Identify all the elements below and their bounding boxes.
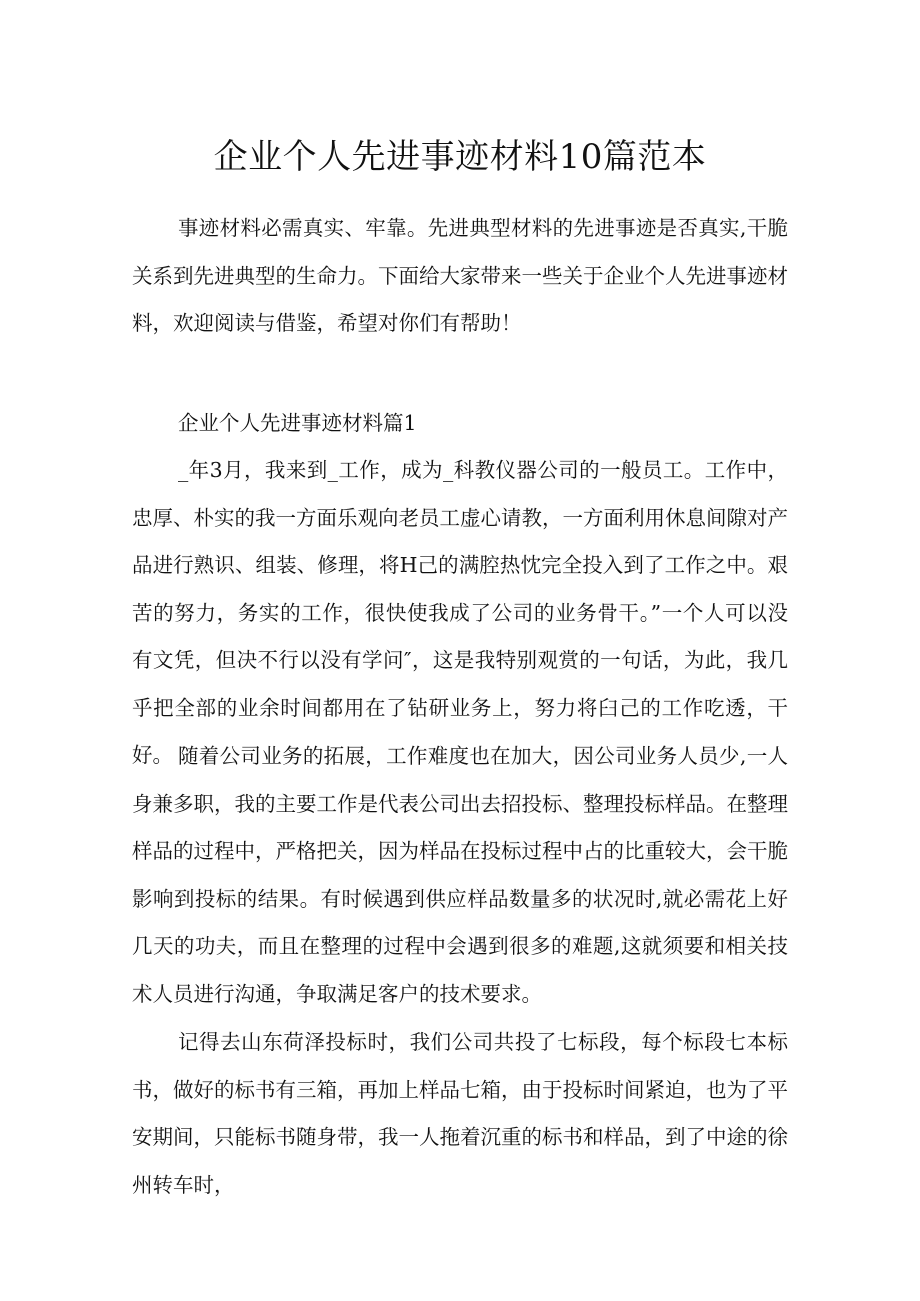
body-paragraph-1: _年3月，我来到_工作，成为_科教仪器公司的一般员工。工作中，忠厚、朴实的我一方面乐观向老员工虚心请教，一方面利用休息间隙对产品进行熟识、组装、修理，将H己的满腔热忱完全投入到了工作之中。艰苦的努力，务实的工作，很快使我成了公司的业务骨干。”一个人可以没有文凭，但决不行以没有学问″，这是我特别观赏的一句话，为此，我几乎把全部的业余时间都用在了钻研业务上，努力将臼己的工作吃透，干好。	[132, 458, 788, 767]
section-heading: 企业个人先进事迹材料篇1	[178, 411, 417, 435]
body-paragraph-2: 随着公司业务的拓展，工作难度也在加大，因公司业务人员少,一人身兼多职，我的主要工作是代表公司出去招投标、整理投标样品。在整理样品的过程中，严格把关，因为样品在投标过程中占的比重较大，会干脆影响到投标的结果。有时候遇到供应样品数量多的状况时,就必需花上好几天的功夫，而且在整理的过程中会遇到很多的难题,这就须要和相关技术人员进行沟通，争取满足客户的技术要求。	[132, 744, 788, 1006]
document-title: 企业个人先进事迹材料10篇范本	[213, 137, 707, 177]
body-paragraph-3: 记得去山东荷泽投标时，我们公司共投了七标段，每个标段七本标书，做好的标书有三箱，再加上样品七箱，由于投标时间紧迫，也为了平安期间，只能标书随身带，我一人拖着沉重的标书和样品，到了中途的徐州转车时，	[132, 1030, 788, 1197]
intro-paragraph: 事迹材料必需真实、牢靠。先进典型材料的先进事迹是否真实,干脆关系到先进典型的生命力。下面给大家带来一些关于企业个人先进事迹材料，欢迎阅读与借鉴，希望对你们有帮助！	[132, 216, 788, 335]
